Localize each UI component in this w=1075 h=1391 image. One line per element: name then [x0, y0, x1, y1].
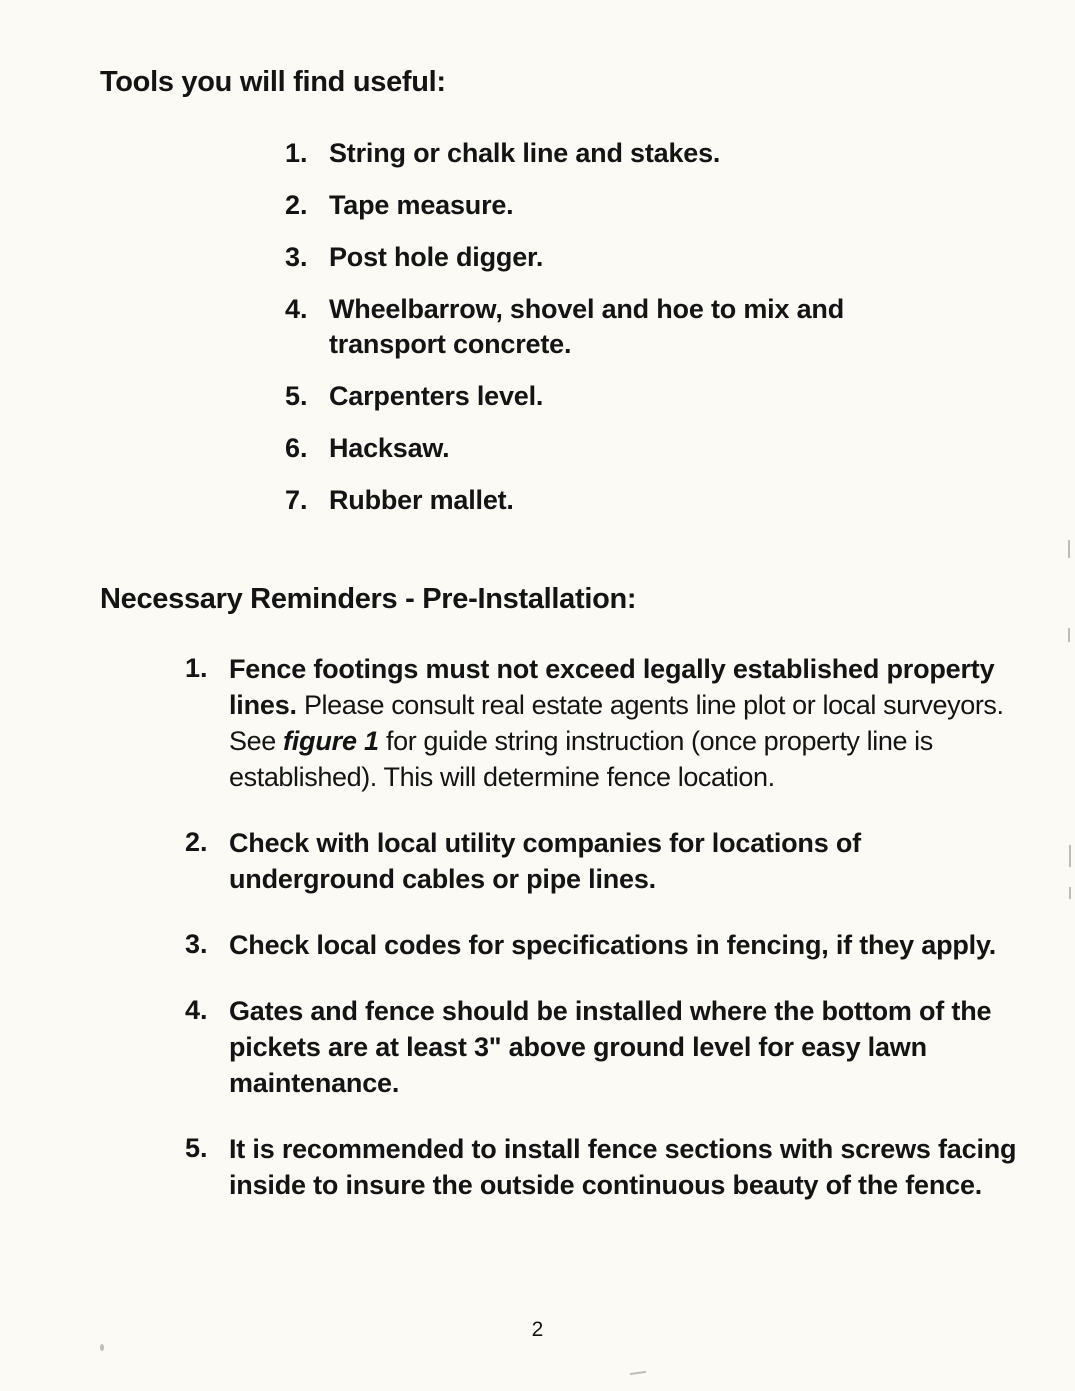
reminders-list [185, 651, 1030, 1203]
list-item [285, 379, 865, 414]
scan-artifact [100, 1344, 104, 1351]
page-number: 2 [531, 1318, 544, 1341]
list-number: 3. [185, 929, 208, 959]
scan-artifact [1069, 887, 1071, 899]
list-number: 1. [185, 653, 208, 683]
list-number: 4. [185, 995, 208, 1025]
text-segment-bold: Fence footings must not exceed legally established property lines. [229, 654, 995, 720]
list-text: Rubber mallet. [329, 485, 514, 515]
list-item [285, 240, 865, 275]
list-text: Hacksaw. [329, 433, 450, 463]
list-text: String or chalk line and stakes. [329, 138, 721, 168]
reminders-section-heading: Necessary Reminders - Pre-Installation: [100, 583, 637, 615]
list-item [285, 483, 865, 518]
list-number: 3. [285, 242, 308, 272]
list-number: 2. [285, 190, 308, 220]
list-text: Post hole digger. [329, 242, 544, 272]
scan-artifact [1069, 845, 1071, 867]
list-item [285, 136, 865, 171]
list-text: Wheelbarrow, shovel and hoe to mix and transport concrete. [329, 294, 844, 359]
tools-section-heading: Tools you will find useful: [100, 66, 446, 98]
text-segment-regular: for guide string instruction (once property line is established). This will determine fence location. [229, 726, 933, 792]
text-segment-regular: Please consult real estate agents line plot or local surveyors. See [229, 690, 1004, 756]
list-item [285, 188, 865, 223]
tools-list [285, 136, 865, 518]
list-text: Tape measure. [329, 190, 514, 220]
list-text: Check with local utility companies for locations of underground cables or pipe lines. [229, 828, 861, 894]
scan-artifact [630, 1371, 646, 1375]
scan-artifact [1068, 628, 1070, 642]
list-number: 7. [285, 485, 308, 515]
list-item [185, 993, 1030, 1101]
list-text: It is recommended to install fence sections with screws facing inside to insure the outside continuous beauty of the fence. [229, 1134, 1017, 1200]
list-number: 4. [285, 294, 308, 324]
list-number: 6. [285, 433, 308, 463]
list-number: 2. [185, 827, 208, 857]
list-item [285, 292, 865, 362]
list-item [185, 651, 1030, 795]
list-item [185, 927, 1030, 963]
list-number: 5. [185, 1133, 208, 1163]
list-text: Carpenters level. [329, 381, 544, 411]
scan-artifact [1068, 540, 1070, 558]
list-item [185, 1131, 1030, 1203]
list-number: 5. [285, 381, 308, 411]
list-item [285, 431, 865, 466]
list-item [185, 825, 1030, 897]
text-segment-figure-reference: figure 1 [282, 726, 379, 756]
list-text: Gates and fence should be installed where the bottom of the pickets are at least 3" above ground level for easy lawn maintenance. [229, 996, 992, 1098]
list-number: 1. [285, 138, 308, 168]
list-text [229, 651, 1029, 795]
list-text: Check local codes for specifications in fencing, if they apply. [229, 930, 997, 960]
